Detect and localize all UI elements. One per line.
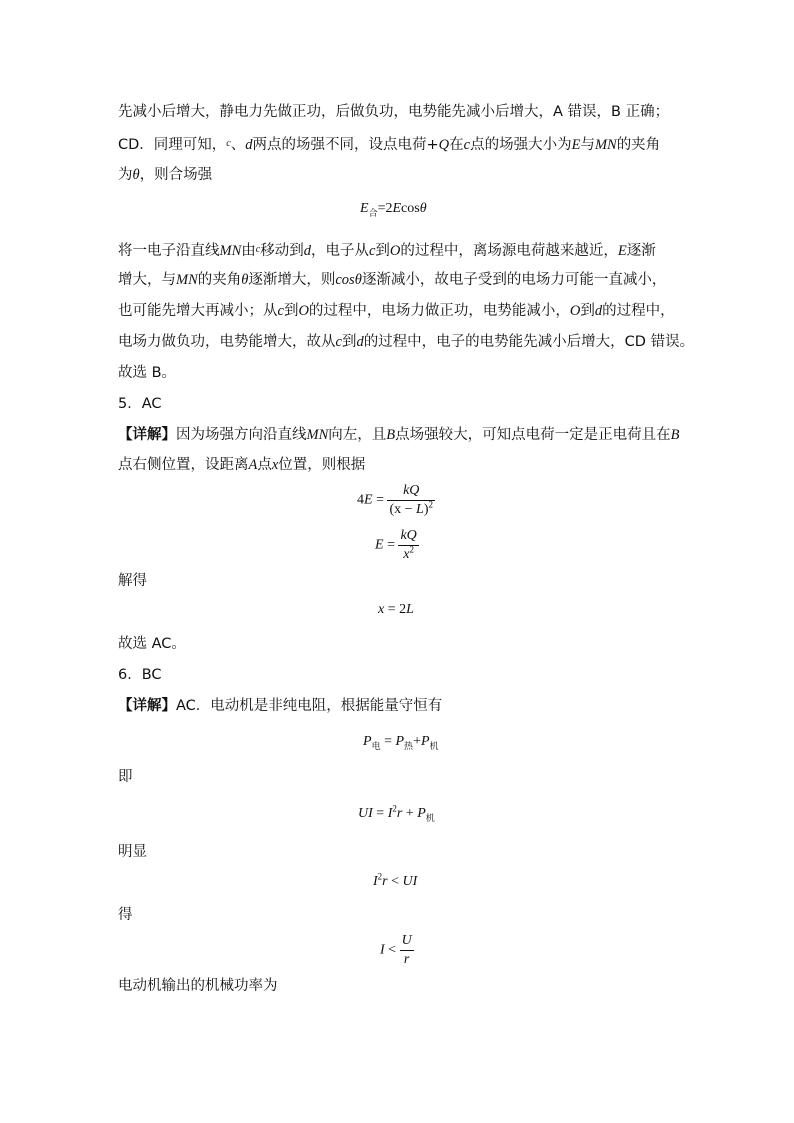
text-line-15: 【详解】AC．电动机是非纯电阻，根据能量守恒有 (118, 698, 443, 714)
equation-combined-field: $E_合=2Ecos\theta$ (360, 201, 427, 218)
text-line-16: 即 (118, 769, 133, 785)
text-line-12: 解得 (118, 573, 147, 589)
answer-heading-6: 6．BC (118, 667, 162, 683)
text-line-10: 【详解】因为场强方向沿直线MN向左，且B点场强较大，可知点电荷一定是正电荷且在B (118, 427, 680, 443)
equation-I2r: $I^2r$ < UI (373, 871, 418, 889)
text-line-18: 得 (118, 907, 133, 923)
text-line-4: 将一电子沿直线MN由$^c$移动到d，电子从c到O的过程中，离场源电荷越来越近，E逐渐 (118, 243, 656, 259)
fraction-4E: $\frac{kQ}{(x - L)^2}$ (389, 483, 433, 517)
text-line-2: CD．同理可知，$^c$、d两点的场强不同，设点电荷+Q在c点的场强大小为E与MN的夹角 (118, 137, 661, 153)
text-line-17: 明显 (118, 844, 147, 860)
text-line-11: 点右侧位置，设距离A点x位置，则根据 (118, 457, 366, 473)
fraction-E: $\frac{kQ}{x^2}$ (400, 528, 417, 562)
text-line-6: 也可能先增大再减小；从c到O的过程中，电场力做正功，电势能减小，O到d的过程中， (118, 303, 675, 319)
text-line-13: 故选 AC。 (118, 636, 186, 652)
text-line-7: 电场力做负功，电势能增大，故从c到d的过程中，电子的电势能先减小后增大，CD 错误。 (118, 334, 695, 350)
text-line-5: 增大，与MN的夹角θ逐渐增大，则cosθ逐渐减小，故电子受到的电场力可能一直减小， (118, 272, 667, 288)
equation-E: E = $\frac{kQ}{x^2}$ (375, 528, 417, 562)
equation-UI: UI = $I^2r + P_机$ (358, 803, 435, 823)
equation-4E: 4E = $\frac{kQ}{(x - L)^2}$ (357, 483, 433, 517)
equation-power: $P_电 = P_热+P_机$ (363, 734, 439, 751)
answer-heading-5: 5．AC (118, 396, 162, 412)
text-line-19: 电动机输出的机械功率为 (118, 978, 278, 994)
text-line-1: 先减小后增大，静电力先做正功，后做负功，电势能先减小后增大，A 错误，B 正确； (118, 104, 670, 120)
text-line-3: 为θ，则合场强 (118, 167, 213, 183)
fraction-U-r: $\frac{U}{r}$ (401, 933, 412, 967)
equation-x: x = 2L (378, 602, 414, 617)
equation-I-less: I < $\frac{U}{r}$ (380, 933, 412, 967)
text-line-8: 故选 B。 (118, 365, 177, 381)
